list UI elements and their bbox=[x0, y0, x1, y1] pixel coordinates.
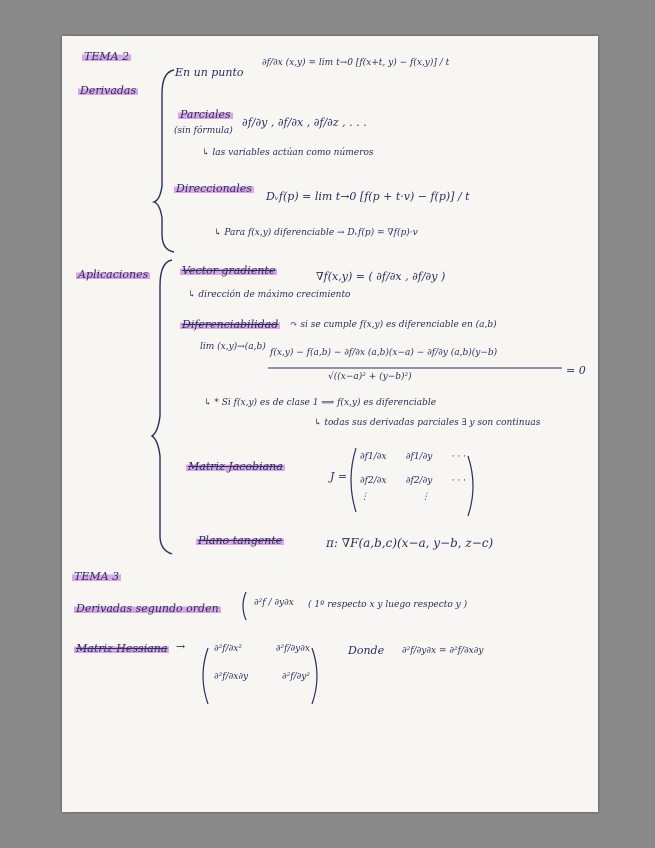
direccionales-subnote: ↳ Para f(x,y) diferenciable → Dᵥf(p) = ∇f(p)·v bbox=[214, 228, 418, 238]
diferenciabilidad-numerator: f(x,y) − f(a,b) − ∂f/∂x (a,b)(x−a) − ∂f/∂y (a,b)(y−b) bbox=[270, 348, 498, 358]
hessiana-matrix bbox=[214, 644, 310, 682]
parciales-label: Parciales bbox=[180, 108, 231, 121]
parciales-note: (sin fórmula) bbox=[174, 126, 233, 136]
parciales-formula: ∂f/∂y , ∂f/∂x , ∂f/∂z , . . . bbox=[242, 116, 367, 129]
derivadas-label: Derivadas bbox=[80, 84, 137, 97]
diferenciabilidad-limit: lim (x,y)→(a,b) bbox=[200, 342, 266, 352]
vector-gradiente-formula: ∇f(x,y) = ( ∂f/∂x , ∂f/∂y ) bbox=[316, 270, 446, 283]
jacobiana-cell: ⋮ bbox=[360, 492, 369, 502]
hessiana-arrow: → bbox=[176, 640, 186, 653]
aplicaciones-label: Aplicaciones bbox=[78, 268, 149, 281]
hessiana-cell: ∂²f/∂y∂x bbox=[275, 644, 310, 654]
donde-label: Donde bbox=[348, 644, 385, 657]
segundo-orden-label: Derivadas segundo orden bbox=[76, 602, 219, 615]
tema3-title: TEMA 3 bbox=[74, 570, 120, 583]
parciales-subnote: ↳ las variables actúan como números bbox=[202, 148, 374, 158]
diferenciabilidad-equals: = 0 bbox=[566, 364, 586, 377]
direccionales-formula: Dᵥf(p) = lim t→0 [f(p + t·v) − f(p)] / t bbox=[266, 190, 470, 203]
donde-formula: ∂²f/∂y∂x = ∂²f/∂x∂y bbox=[402, 646, 484, 656]
jacobiana-cell: ∂f1/∂y bbox=[405, 452, 433, 462]
notebook-page bbox=[62, 36, 598, 812]
matriz-hessiana-label: Matriz Hessiana bbox=[76, 642, 168, 655]
en-un-punto-formula: ∂f/∂x (x,y) = lim t→0 [f(x+t, y) − f(x,y)] / t bbox=[262, 58, 450, 68]
jacobiana-cell: ∂f1/∂x bbox=[360, 452, 387, 462]
plano-tangente-formula: π: ∇F(a,b,c)(x−a, y−b, z−c) bbox=[326, 536, 494, 550]
clase1-subnote: ↳ todas sus derivadas parciales ∃ y son continuas bbox=[314, 418, 541, 428]
direccionales-label: Direccionales bbox=[176, 182, 252, 195]
segundo-orden-formula: ∂²f / ∂y∂x bbox=[254, 598, 294, 608]
clase1-note: ↳ * Si f(x,y) es de clase 1 ⟹ f(x,y) es diferenciable bbox=[204, 398, 437, 408]
tema2-title: TEMA 2 bbox=[84, 50, 130, 63]
vector-gradiente-label: Vector gradiente bbox=[182, 264, 276, 277]
jacobiana-cell: · · · bbox=[451, 452, 466, 462]
plano-tangente-label: Plano tangente bbox=[198, 534, 283, 547]
jacobiana-matrix bbox=[360, 452, 466, 502]
jacobiana-cell: ⋮ bbox=[421, 492, 430, 502]
jacobiana-cell: ∂f2/∂y bbox=[405, 476, 433, 486]
segundo-orden-note: ( 1º respecto x y luego respecto y ) bbox=[308, 600, 468, 610]
hessiana-cell: ∂²f/∂y² bbox=[282, 672, 310, 682]
jacobiana-J: J = bbox=[330, 470, 348, 483]
en-un-punto-label: · En un punto bbox=[168, 66, 244, 79]
diferenciabilidad-label: Diferenciabilidad bbox=[182, 318, 279, 331]
matriz-jacobiana-label: Matriz Jacobiana bbox=[188, 460, 283, 473]
hessiana-cell: ∂²f/∂x² bbox=[214, 644, 242, 654]
hessiana-cell: ∂²f/∂x∂y bbox=[214, 672, 249, 682]
jacobiana-cell: · · · bbox=[451, 476, 466, 486]
diferenciabilidad-note: ↷ si se cumple f(x,y) es diferenciable en (a,b) bbox=[290, 320, 497, 330]
jacobiana-cell: ∂f2/∂x bbox=[360, 476, 387, 486]
diferenciabilidad-denominator: √((x−a)² + (y−b)²) bbox=[328, 372, 412, 382]
vector-gradiente-subnote: ↳ dirección de máximo crecimiento bbox=[188, 290, 351, 300]
